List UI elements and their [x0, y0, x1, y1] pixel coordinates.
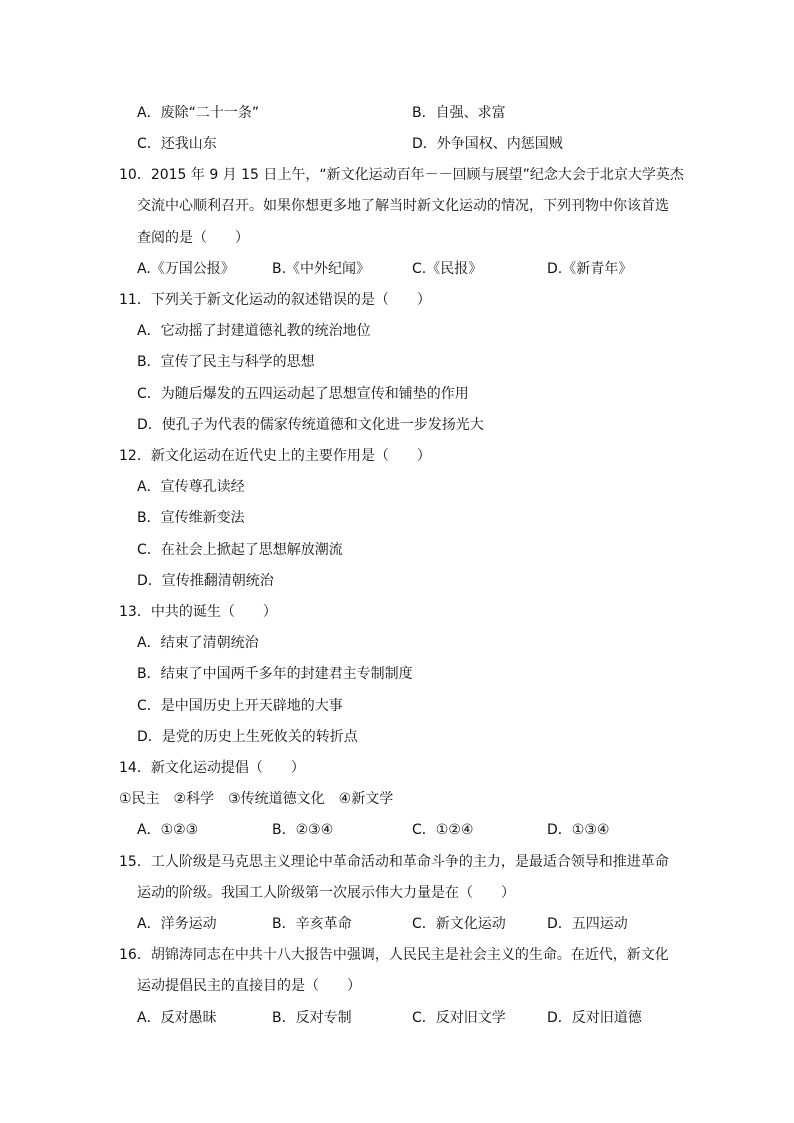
- q10-stem-line-2: 交流中心顺利召开。如果你想更多地了解当时新文化运动的情况，下列刊物中你该首选: [137, 198, 669, 214]
- q16-stem-line-1: 16．胡锦涛同志在中共十八大报告中强调，人民民主是社会主义的生命。在近代，新文化: [119, 947, 669, 963]
- q11-option-b: B．宣传了民主与科学的思想: [137, 354, 315, 370]
- q16-stem-line-2: 运动提倡民主的直接目的是（ ）: [137, 978, 361, 994]
- q11-option-d: D．使孔子为代表的儒家传统道德和文化进一步发扬光大: [137, 417, 484, 433]
- q15-option-a: A．洋务运动: [137, 916, 217, 932]
- q9-option-a: A．废除“二十一条”: [137, 105, 260, 121]
- q9-option-c: C．还我山东: [137, 136, 217, 152]
- q12-option-c: C．在社会上掀起了思想解放潮流: [137, 542, 343, 558]
- q10-option-b: B.《中外纪闻》: [272, 261, 371, 277]
- q10-option-a: A.《万国公报》: [137, 261, 235, 277]
- q16-option-c: C．反对旧文学: [412, 1010, 506, 1026]
- q13-option-c: C．是中国历史上开天辟地的大事: [137, 698, 343, 714]
- q15-stem-line-1: 15．工人阶级是马克思主义理论中革命活动和革命斗争的主力，是最适合领导和推进革命: [119, 854, 669, 870]
- q15-option-c: C．新文化运动: [412, 916, 506, 932]
- q15-option-b: B．辛亥革命: [272, 916, 352, 932]
- q12-option-d: D．宣传推翻清朝统治: [137, 573, 274, 589]
- q16-option-b: B．反对专制: [272, 1010, 352, 1026]
- q14-items: ①民主 ②科学 ③传统道德文化 ④新文学: [119, 791, 394, 807]
- q11-stem: 11．下列关于新文化运动的叙述错误的是（ ）: [119, 292, 431, 308]
- q14-option-a: A．①②③: [137, 822, 199, 838]
- q14-option-c: C．①②④: [412, 822, 474, 838]
- q9-option-b: B．自强、求富: [412, 105, 506, 121]
- q15-option-d: D．五四运动: [547, 916, 628, 932]
- q12-option-b: B．宣传维新变法: [137, 510, 245, 526]
- q10-stem-line-3: 查阅的是（ ）: [137, 230, 249, 246]
- q11-option-a: A．它动摇了封建道德礼教的统治地位: [137, 323, 371, 339]
- q10-option-d: D.《新青年》: [547, 261, 633, 277]
- q14-stem: 14．新文化运动提倡（ ）: [119, 760, 305, 776]
- q9-option-d: D．外争国权、内惩国贼: [412, 136, 563, 152]
- q13-option-a: A．结束了清朝统治: [137, 635, 259, 651]
- q13-stem: 13．中共的诞生（ ）: [119, 604, 277, 620]
- q13-option-d: D．是党的历史上生死攸关的转折点: [137, 729, 358, 745]
- q11-option-c: C．为随后爆发的五四运动起了思想宣传和铺垫的作用: [137, 386, 469, 402]
- q16-option-a: A．反对愚昧: [137, 1010, 217, 1026]
- q16-option-d: D．反对旧道德: [547, 1010, 642, 1026]
- q12-stem: 12．新文化运动在近代史上的主要作用是（ ）: [119, 448, 431, 464]
- q13-option-b: B．结束了中国两千多年的封建君主专制制度: [137, 666, 413, 682]
- q14-option-d: D．①③④: [547, 822, 610, 838]
- q10-stem-line-1: 10．2015 年 9 月 15 日上午，“新文化运动百年－－回顾与展望”纪念大会于北京大学英杰: [119, 167, 684, 183]
- q14-option-b: B．②③④: [272, 822, 334, 838]
- q12-option-a: A．宣传尊孔读经: [137, 479, 245, 495]
- q15-stem-line-2: 运动的阶级。我国工人阶级第一次展示伟大力量是在（ ）: [137, 885, 515, 901]
- q10-option-c: C.《民报》: [412, 261, 483, 277]
